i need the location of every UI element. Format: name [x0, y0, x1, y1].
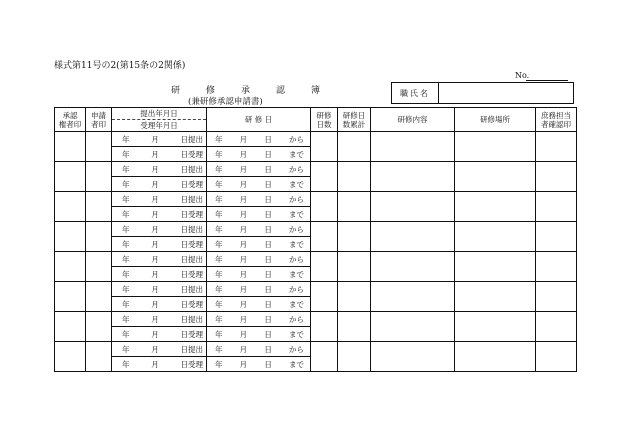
header-place: 研修場所 — [455, 108, 536, 132]
submit-date-cell[interactable]: 年 月 日提出 — [112, 192, 207, 207]
title-char: 認 — [275, 86, 285, 96]
period-from-cell[interactable]: 年 月 日 から — [207, 282, 311, 297]
submit-date-cell[interactable]: 年 月 日提出 — [112, 342, 207, 357]
receive-date-cell[interactable]: 年 月 日受理 — [112, 267, 207, 282]
duty-seal-cell[interactable] — [536, 192, 577, 222]
days-cell[interactable] — [311, 312, 338, 342]
content-cell[interactable] — [371, 162, 455, 192]
content-cell[interactable] — [371, 192, 455, 222]
table-row — [55, 222, 577, 237]
receive-date-cell[interactable]: 年 月 日受理 — [112, 357, 207, 372]
content-cell[interactable] — [371, 312, 455, 342]
place-cell[interactable] — [455, 132, 536, 162]
approver-seal-cell[interactable] — [55, 252, 86, 282]
training-record-table — [54, 107, 577, 372]
receive-date-cell[interactable]: 年 月 日受理 — [112, 207, 207, 222]
period-to-cell[interactable]: 年 月 日 まで — [207, 357, 311, 372]
place-cell[interactable] — [455, 252, 536, 282]
header-duty: 庶務担当 者確認印 — [536, 108, 577, 132]
content-cell[interactable] — [371, 252, 455, 282]
period-from-cell[interactable]: 年 月 日 から — [207, 132, 311, 147]
period-from-cell[interactable]: 年 月 日 から — [207, 252, 311, 267]
applicant-seal-cell[interactable] — [86, 192, 112, 222]
applicant-seal-cell[interactable] — [86, 132, 112, 162]
form-number: 様式第11号の2(第15条の2関係) — [54, 61, 186, 71]
record-number-label: No. — [515, 71, 530, 80]
applicant-seal-cell[interactable] — [86, 282, 112, 312]
name-box — [391, 82, 574, 104]
place-cell[interactable] — [455, 312, 536, 342]
duty-seal-cell[interactable] — [536, 252, 577, 282]
place-cell[interactable] — [455, 342, 536, 372]
header-total: 研修日 数累計 — [338, 108, 371, 132]
table-row — [55, 162, 577, 177]
place-cell[interactable] — [455, 192, 536, 222]
submit-date-cell[interactable]: 年 月 日提出 — [112, 312, 207, 327]
content-cell[interactable] — [371, 222, 455, 252]
header-dates: 提出年月日 受理年月日 — [112, 108, 207, 132]
total-cell[interactable] — [338, 342, 371, 372]
form-subtitle: (兼研修承認申請書) — [188, 97, 263, 107]
receive-date-cell[interactable]: 年 月 日受理 — [112, 327, 207, 342]
table-row — [55, 312, 577, 327]
header-content: 研修内容 — [371, 108, 455, 132]
duty-seal-cell[interactable] — [536, 162, 577, 192]
period-to-cell[interactable]: 年 月 日 まで — [207, 207, 311, 222]
approver-seal-cell[interactable] — [55, 162, 86, 192]
title-char: 研 — [170, 86, 180, 96]
approver-seal-cell[interactable] — [55, 192, 86, 222]
name-label: 職氏名 — [392, 83, 439, 103]
place-cell[interactable] — [455, 162, 536, 192]
record-number-field — [526, 80, 568, 81]
days-cell[interactable] — [311, 132, 338, 162]
table-row — [55, 132, 577, 147]
period-from-cell[interactable]: 年 月 日 から — [207, 312, 311, 327]
submit-date-cell[interactable]: 年 月 日提出 — [112, 132, 207, 147]
duty-seal-cell[interactable] — [536, 342, 577, 372]
approver-seal-cell[interactable] — [55, 282, 86, 312]
period-from-cell[interactable]: 年 月 日 から — [207, 222, 311, 237]
header-period: 研 修 日 — [207, 108, 311, 132]
header-approver: 承認 権者印 — [55, 108, 86, 132]
table-row — [55, 342, 577, 357]
total-cell[interactable] — [338, 282, 371, 312]
approver-seal-cell[interactable] — [55, 132, 86, 162]
duty-seal-cell[interactable] — [536, 282, 577, 312]
header-row — [55, 108, 577, 132]
days-cell[interactable] — [311, 222, 338, 252]
place-cell[interactable] — [455, 282, 536, 312]
applicant-seal-cell[interactable] — [86, 312, 112, 342]
applicant-seal-cell[interactable] — [86, 342, 112, 372]
period-from-cell[interactable]: 年 月 日 から — [207, 342, 311, 357]
receive-date-cell[interactable]: 年 月 日受理 — [112, 147, 207, 162]
applicant-seal-cell[interactable] — [86, 252, 112, 282]
total-cell[interactable] — [338, 222, 371, 252]
receive-date-cell[interactable]: 年 月 日受理 — [112, 297, 207, 312]
content-cell[interactable] — [371, 132, 455, 162]
days-cell[interactable] — [311, 342, 338, 372]
total-cell[interactable] — [338, 252, 371, 282]
title-char: 承 — [240, 86, 250, 96]
receive-date-cell[interactable]: 年 月 日受理 — [112, 237, 207, 252]
duty-seal-cell[interactable] — [536, 132, 577, 162]
submit-date-cell[interactable]: 年 月 日提出 — [112, 282, 207, 297]
period-from-cell[interactable]: 年 月 日 から — [207, 162, 311, 177]
place-cell[interactable] — [455, 222, 536, 252]
duty-seal-cell[interactable] — [536, 312, 577, 342]
content-cell[interactable] — [371, 282, 455, 312]
duty-seal-cell[interactable] — [536, 222, 577, 252]
period-to-cell[interactable]: 年 月 日 まで — [207, 147, 311, 162]
header-days: 研修 日数 — [311, 108, 338, 132]
period-from-cell[interactable]: 年 月 日 から — [207, 192, 311, 207]
days-cell[interactable] — [311, 192, 338, 222]
period-to-cell[interactable]: 年 月 日 まで — [207, 327, 311, 342]
content-cell[interactable] — [371, 342, 455, 372]
days-cell[interactable] — [311, 282, 338, 312]
approver-seal-cell[interactable] — [55, 222, 86, 252]
total-cell[interactable] — [338, 192, 371, 222]
period-to-cell[interactable]: 年 月 日 まで — [207, 177, 311, 192]
total-cell[interactable] — [338, 132, 371, 162]
submit-date-cell[interactable]: 年 月 日提出 — [112, 252, 207, 267]
receive-date-cell[interactable]: 年 月 日受理 — [112, 177, 207, 192]
approver-seal-cell[interactable] — [55, 312, 86, 342]
period-to-cell[interactable]: 年 月 日 まで — [207, 297, 311, 312]
approver-seal-cell[interactable] — [55, 342, 86, 372]
applicant-seal-cell[interactable] — [86, 162, 112, 192]
days-cell[interactable] — [311, 252, 338, 282]
period-to-cell[interactable]: 年 月 日 まで — [207, 237, 311, 252]
submit-date-cell[interactable]: 年 月 日提出 — [112, 222, 207, 237]
days-cell[interactable] — [311, 162, 338, 192]
header-applicant: 申請 者印 — [86, 108, 112, 132]
title-char: 修 — [205, 86, 215, 96]
submit-date-cell[interactable]: 年 月 日提出 — [112, 162, 207, 177]
total-cell[interactable] — [338, 312, 371, 342]
period-to-cell[interactable]: 年 月 日 まで — [207, 267, 311, 282]
title-char: 簿 — [310, 86, 320, 96]
table-row — [55, 252, 577, 267]
table-row — [55, 192, 577, 207]
applicant-seal-cell[interactable] — [86, 222, 112, 252]
table-row — [55, 282, 577, 297]
total-cell[interactable] — [338, 162, 371, 192]
